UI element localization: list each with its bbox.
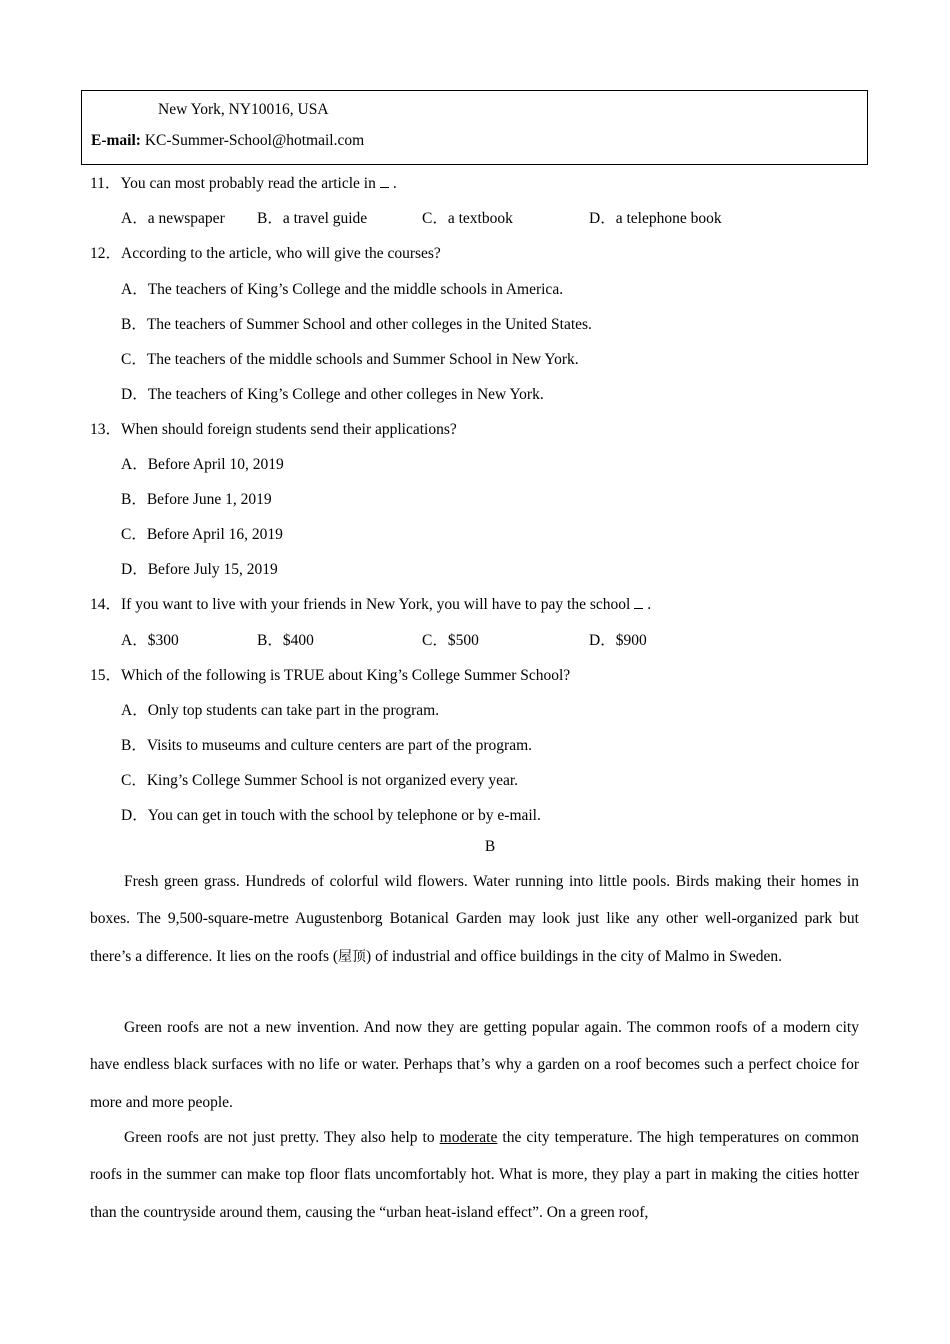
answer-blank [380, 174, 389, 188]
question-number: 12． [90, 245, 122, 262]
paragraph-2-text: Green roofs are not a new invention. And now they are getting popular again. The common roofs of a modern city have endless black surfaces with no life or water. Perhaps that’s why a garden on a roof becomes such a perfect choice for more and more people. [90, 1019, 859, 1111]
email-line [91, 132, 364, 150]
question-number: 15． [90, 667, 122, 684]
email-label: E-mail: [91, 132, 141, 149]
question-text: If you want to live with your friends in New York, you will have to pay the school [121, 596, 631, 613]
question-text-end: . [647, 596, 652, 613]
question-text: According to the article, who will give the courses? [121, 245, 441, 262]
question-13 [90, 417, 457, 439]
email-address: KC-Summer-School@hotmail.com [144, 132, 365, 149]
paragraph-3 [90, 1119, 859, 1231]
paragraph-3-text-end: the city temperature. The high temperatures on common roofs in the summer can make top floor flats uncomfortably hot. What is more, they play a part in making the cities hotter than the countryside around them, causing the “urban heat-island effect”. On a green roof, [90, 1129, 859, 1221]
option-13-b: B．Before June 1, 2019 [121, 491, 272, 508]
option-13-a: A．Before April 10, 2019 [121, 456, 284, 473]
address-line: New York, NY10016, USA [158, 101, 329, 118]
option-14-d: D．$900 [589, 632, 647, 649]
question-number: 14． [90, 596, 122, 613]
question-14 [90, 592, 651, 614]
option-11-b: B．a travel guide [257, 210, 368, 227]
contact-info-box [81, 90, 868, 165]
question-text: You can most probably read the article in [120, 175, 376, 192]
paragraph-3-text: Green roofs are not just pretty. They also help to [124, 1129, 440, 1146]
question-12 [90, 241, 441, 263]
underlined-word: moderate [439, 1129, 498, 1146]
question-number: 11． [90, 175, 121, 192]
option-15-a: A．Only top students can take part in the program. [121, 702, 440, 719]
option-12-c: C．The teachers of the middle schools and Summer School in New York. [121, 351, 579, 368]
question-text-end: . [392, 175, 397, 192]
option-12-b: B．The teachers of Summer School and other colleges in the United States. [121, 316, 592, 333]
question-number: 13． [90, 421, 122, 438]
paragraph-1-text-end: ) of industrial and office buildings in the city of Malmo in Sweden. [366, 947, 783, 965]
section-heading: B [484, 838, 496, 855]
option-11-d: D．a telephone book [589, 210, 722, 227]
question-11 [90, 171, 397, 193]
option-11-a: A．a newspaper [121, 210, 225, 227]
option-15-c: C．King’s College Summer School is not organized every year. [121, 772, 519, 789]
paragraph-1 [90, 863, 859, 976]
option-15-b: B．Visits to museums and culture centers are part of the program. [121, 737, 532, 754]
option-15-d: D．You can get in touch with the school by telephone or by e-mail. [121, 807, 541, 824]
option-14-b: B．$400 [257, 632, 314, 649]
option-11-c: C．a textbook [422, 210, 513, 227]
question-15 [90, 663, 570, 685]
paragraph-2 [90, 1009, 859, 1121]
paragraph-1-text: Fresh green grass. Hundreds of colorful wild flowers. Water running into little pools. Birds making their homes in boxes. The 9,500-square-metre Augustenborg Botanical Garden may look just like any other well-organized park but there’s a difference. It lies on the roofs ( [90, 873, 859, 965]
question-text: When should foreign students send their applications? [121, 421, 457, 438]
option-13-c: C．Before April 16, 2019 [121, 526, 283, 543]
option-12-a: A．The teachers of King’s College and the middle schools in America. [121, 281, 564, 298]
answer-blank [634, 595, 643, 609]
option-14-a: A．$300 [121, 632, 179, 649]
option-14-c: C．$500 [422, 632, 479, 649]
option-13-d: D．Before July 15, 2019 [121, 561, 278, 578]
question-text: Which of the following is TRUE about King’s College Summer School? [121, 667, 571, 684]
chinese-gloss: 屋顶 [338, 948, 367, 965]
option-12-d: D．The teachers of King’s College and other colleges in New York. [121, 386, 544, 403]
